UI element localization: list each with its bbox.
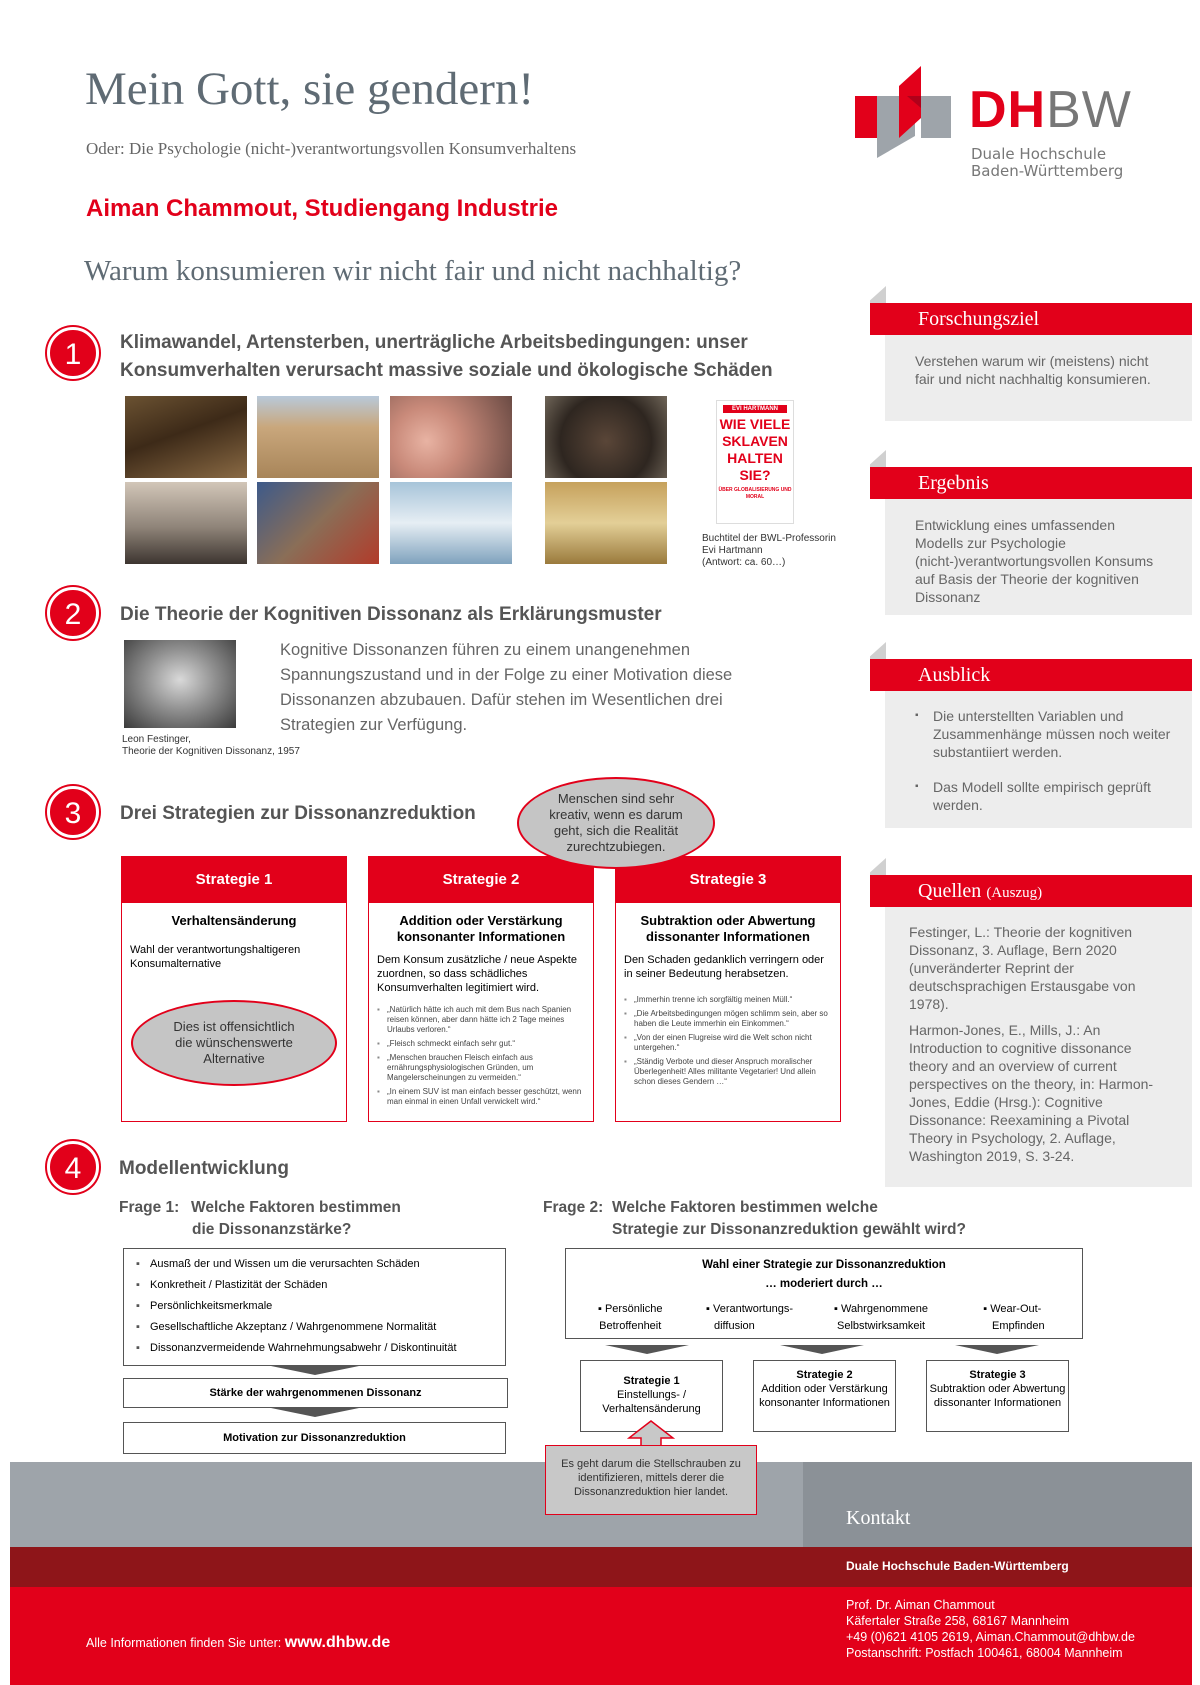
quellen-box: [885, 907, 1192, 1187]
festinger-caption: [122, 734, 300, 758]
festinger-caption-line1: Leon Festinger,: [122, 734, 191, 745]
strategy3-quote: ▪ „Immerhin trenne ich sorgfältig meinen Müll.“: [624, 995, 832, 1005]
book-caption: [702, 533, 836, 569]
dhbw-logo-mark: [855, 66, 955, 166]
strategy-card-1-header: Strategie 1: [122, 857, 346, 903]
q1-factor-box: [123, 1248, 506, 1366]
question2-label: Frage 2:: [543, 1199, 604, 1216]
strategy2-quote: ▪ „In einem SUV ist man einfach besser geschützt, wenn man einmal in einen Unfall verwickelt wird.“: [377, 1087, 585, 1107]
photo-mining: [125, 396, 247, 478]
creativity-bubble: Menschen sind sehr kreativ, wenn es darum geht, sich die Realität zurechtzubiegen.: [517, 777, 715, 869]
photo-polar-bear: [390, 482, 512, 564]
ausblick-item-text: Das Modell sollte empirisch geprüft werden.: [933, 779, 1151, 813]
ergebnis-box: Entwicklung eines umfassenden Modells zur Psychologie (nicht-)verantwortungsvollen Konsums auf Basis der Theorie der kognitiven Dissonanz: [885, 499, 1192, 615]
moderator-line2: diffusion: [714, 1320, 755, 1332]
ausblick-item-text: Die unterstellten Variablen und Zusammenhänge müssen noch weiter substantiiert werden.: [933, 708, 1171, 760]
page-subtitle: Oder: Die Psychologie (nicht-)verantwortungsvollen Konsumverhaltens: [86, 139, 577, 158]
book-caption-line3: (Antwort: ca. 60…): [702, 557, 786, 568]
section-number-1: 1: [47, 327, 99, 379]
down-arrow-icon: [271, 1408, 359, 1417]
strategy3-quote: ▪ „Von der einen Flugreise wird die Welt schon nicht untergehen.“: [624, 1033, 832, 1053]
moderator-line2: Betroffenheit: [599, 1320, 662, 1332]
q2-box-subtitle: … moderiert durch …: [765, 1278, 883, 1290]
section3-heading: Drei Strategien zur Dissonanzreduktion: [120, 803, 476, 824]
section-number-4: 4: [47, 1141, 99, 1193]
quellen-entry: Festinger, L.: Theorie der kognitiven Dissonanz, 3. Auflage, Bern 2020 (unveränderter Reprint der deutschsprachigen Erstausgabe von 1978).: [909, 924, 1136, 1012]
book-cover: [716, 400, 794, 524]
ausblick-box: [885, 691, 1192, 828]
moderator: ▪ Verantwortungs- diffusion: [706, 1301, 793, 1335]
down-arrow-icon: [780, 1345, 864, 1354]
callout-box: Es geht darum die Stellschrauben zu identifizieren, mittels derer die Dissonanzreduktion hier landet.: [545, 1445, 757, 1515]
photo-chickens: [545, 482, 667, 564]
moderator: ▪ Wear-Out- Empfinden: [980, 1301, 1045, 1335]
forschungsziel-box: Verstehen warum wir (meistens) nicht fair und nicht nachhaltig konsumieren.: [885, 335, 1192, 421]
strategy-card-2-header: Strategie 2: [369, 857, 593, 903]
logo-line2: Baden-Württemberg: [971, 162, 1124, 180]
section1-heading: [120, 329, 773, 385]
contact-block: [846, 1597, 1135, 1661]
section2-text: Kognitive Dissonanzen führen zu einem unangenehmen Spannungszustand und in der Folge zu einer Motivation diese Dissonanzen abzubauen. Dafür stehen im Wesentlichen drei Strategien zur Verfügung.: [280, 641, 733, 734]
book-caption-line2: Evi Hartmann: [702, 545, 763, 556]
strategy3-quote: ▪ „Die Arbeitsbedingungen mögen schlimm sein, aber so haben die Leute immerhin ein Einkommen.“: [624, 1009, 832, 1029]
q1-factor: ▪ Dissonanzvermeidende Wahrnehmungsabwehr / Diskontinuität: [136, 1338, 493, 1359]
logo-dh: DH: [969, 81, 1047, 139]
quellen-title-text: Quellen: [918, 880, 982, 902]
moderator: ▪ Persönliche Betroffenheit: [598, 1301, 662, 1335]
book-title2: SKLAVEN: [722, 433, 788, 449]
book-title4: SIE?: [739, 467, 771, 483]
book-subtitle: ÜBER GLOBALISIERUNG UND MORAL: [718, 487, 792, 500]
question1: [119, 1197, 401, 1241]
photo-drought: [257, 396, 379, 478]
strategy1-ellipse: Dies ist offensichtlich die wünschenswerte Alternative: [131, 1000, 337, 1086]
result-strategy-2-text: Addition oder Verstärkung konsonanter Informationen: [759, 1383, 890, 1409]
q1-factor: ▪ Persönlichkeitsmerkmale: [136, 1296, 493, 1317]
photo-industry: [125, 482, 247, 564]
ergebnis-title: Ergebnis: [870, 467, 1192, 499]
down-arrow-icon: [955, 1345, 1039, 1354]
question1-line1: Welche Faktoren bestimmen: [191, 1199, 401, 1216]
section-number-2: 2: [47, 587, 99, 639]
quellen-entry: Harmon-Jones, E., Mills, J.: An Introduction to cognitive dissonance theory and an overview of current perspectives on the theory, in: Harmon-Jones, Eddie (Hrsg.): Cognitive Dissonance: Reexamining a Pivotal Theory in Psychology, 2. Auflage, Washington 2019, S. 3-24.: [909, 1022, 1154, 1164]
q2-box-title: Wahl einer Strategie zur Dissonanzreduktion: [702, 1259, 946, 1271]
strategy-card-3: [615, 856, 841, 1122]
strategy-card-2-text: Dem Konsum zusätzliche / neue Aspekte zuordnen, so dass schädliches Konsumverhalten legitimiert wird.: [377, 954, 577, 994]
book-title3: HALTEN: [727, 450, 783, 466]
festinger-caption-line2: Theorie der Kognitiven Dissonanz, 1957: [122, 746, 300, 757]
strategy-card-1-text: Wahl der verantwortungshaltigeren Konsumalternative: [130, 944, 301, 970]
book-caption-line1: Buchtitel der BWL-Professorin: [702, 533, 836, 544]
moderator-line1: Persönliche: [604, 1303, 663, 1315]
question1-line2: die Dissonanzstärke?: [192, 1221, 352, 1238]
moderator-line1: Wear-Out-: [990, 1303, 1042, 1315]
contact-line: Postanschrift: Postfach 100461, 68004 Mannheim: [846, 1646, 1123, 1660]
strategy-card-3-subtitle: Subtraktion oder Abwertung dissonanter Informationen: [640, 913, 816, 944]
logo-bw: BW: [1046, 81, 1132, 139]
strategy-card-3-text: Den Schaden gedanklich verringern oder in seiner Bedeutung herabsetzen.: [624, 954, 824, 980]
moderator-line1: Verantwortungs-: [712, 1303, 794, 1315]
result-strategy-3-title: Strategie 3: [969, 1369, 1026, 1381]
moderator-line2: Selbstwirksamkeit: [836, 1320, 926, 1332]
strategy2-quote: ▪ „Fleisch schmeckt einfach sehr gut.“: [377, 1039, 585, 1049]
q1-factor: ▪ Gesellschaftliche Akzeptanz / Wahrgenommene Normalität: [136, 1317, 493, 1338]
footer-contact-band: [803, 1462, 1192, 1547]
dissonance-strength-box: Stärke der wahrgenommenen Dissonanz: [123, 1378, 508, 1408]
forschungsziel-title: Forschungsziel: [870, 303, 1192, 335]
question2-line1: Welche Faktoren bestimmen welche: [612, 1199, 878, 1216]
page-title: Mein Gott, sie gendern!: [85, 63, 535, 115]
strategy3-quote: ▪ „Ständig Verbote und dieser Anspruch moralischer Überlegenheit! Alles militante Vegetarier! Und allein schon dieses Gendern …“: [624, 1057, 832, 1087]
strategy-card-1-subtitle: Verhaltensänderung: [171, 913, 297, 928]
institution-name: Duale Hochschule Baden-Württemberg: [846, 1559, 1069, 1573]
q2-moderator-box: [565, 1248, 1083, 1339]
festinger-portrait: [124, 640, 236, 728]
section1-heading-line1: Klimawandel, Artensterben, unerträgliche Arbeitsbedingungen: unser: [120, 332, 748, 353]
strategy-card-3-header: Strategie 3: [616, 857, 840, 903]
website-link[interactable]: www.dhbw.de: [284, 1634, 391, 1651]
photo-worker: [545, 396, 667, 478]
moderator-line1: Wahrgenommene: [840, 1303, 928, 1315]
contact-line: Käfertaler Straße 258, 68167 Mannheim: [846, 1614, 1070, 1628]
result-strategy-2: [753, 1360, 896, 1432]
question1-label: Frage 1:: [119, 1199, 180, 1216]
ausblick-item: ▪ Das Modell sollte empirisch geprüft werden.: [915, 779, 1151, 813]
contact-heading: Kontakt: [846, 1507, 911, 1529]
q1-factor: ▪ Konkretheit / Plastizität der Schäden: [136, 1275, 493, 1296]
moderator-line2: Empfinden: [992, 1320, 1045, 1332]
ausblick-item: ▪ Die unterstellten Variablen und Zusammenhänge müssen noch weiter substantiiert werden.: [915, 708, 1171, 760]
logo-line1: Duale Hochschule: [971, 145, 1107, 163]
question2-line2: Strategie zur Dissonanzreduktion gewählt wird?: [612, 1221, 966, 1238]
info-line: [86, 1634, 390, 1652]
info-prefix: Alle Informationen finden Sie unter:: [86, 1636, 282, 1650]
result-strategy-2-title: Strategie 2: [796, 1369, 853, 1381]
photo-pigs: [390, 396, 512, 478]
question2: [543, 1197, 966, 1241]
research-question: Warum konsumieren wir nicht fair und nicht nachhaltig?: [84, 255, 742, 287]
result-strategy-3: [926, 1360, 1069, 1432]
callout-arrow-icon: [627, 1420, 675, 1446]
strategy-card-2-subtitle: Addition oder Verstärkung konsonanter Informationen: [396, 913, 566, 944]
contact-email[interactable]: +49 (0)621 4105 2619, Aiman.Chammout@dhbw.de: [846, 1630, 1135, 1644]
strategy2-quote: ▪ „Natürlich hätte ich auch mit dem Bus nach Spanien reisen können, aber dann hätte ich 2 Tage meines Urlaubs verloren.“: [377, 1005, 585, 1035]
result-strategy-1-text: Einstellungs- / Verhaltensänderung: [602, 1389, 701, 1415]
ausblick-title: Ausblick: [870, 659, 1192, 691]
down-arrow-icon: [605, 1345, 689, 1354]
moderator: ▪ Wahrgenommene Selbstwirksamkeit: [834, 1301, 928, 1335]
strategy-card-3-quotes: [616, 995, 840, 1087]
motivation-box: Motivation zur Dissonanzreduktion: [123, 1422, 506, 1454]
book-author: EVI HARTMANN: [723, 405, 787, 413]
contact-line: Prof. Dr. Aiman Chammout: [846, 1598, 995, 1612]
strategy-card-2: [368, 856, 594, 1122]
section4-heading: Modellentwicklung: [119, 1158, 289, 1179]
photo-child-labour: [257, 482, 379, 564]
strategy-card-2-quotes: [369, 1005, 593, 1107]
q1-factor: ▪ Ausmaß der und Wissen um die verursachten Schäden: [136, 1254, 493, 1275]
result-strategy-1-title: Strategie 1: [623, 1375, 680, 1387]
book-title1: WIE VIELE: [719, 416, 791, 432]
section2-heading: Die Theorie der Kognitiven Dissonanz als Erklärungsmuster: [120, 604, 662, 625]
quellen-title-suffix: (Auszug): [986, 885, 1043, 901]
quellen-title: [870, 875, 1192, 907]
result-strategy-3-text: Subtraktion oder Abwertung dissonanter Informationen: [929, 1383, 1066, 1409]
section-number-3: 3: [47, 786, 99, 838]
author-line: Aiman Chammout, Studiengang Industrie: [86, 195, 559, 222]
down-arrow-icon: [271, 1366, 359, 1375]
section1-heading-line2: Konsumverhalten verursacht massive soziale und ökologische Schäden: [120, 360, 773, 381]
strategy2-quote: ▪ „Menschen brauchen Fleisch einfach aus ernährungsphysiologischen Gründen, um Mangelerscheinungen zu vermeiden.“: [377, 1053, 585, 1083]
dhbw-logo: [855, 66, 1135, 186]
